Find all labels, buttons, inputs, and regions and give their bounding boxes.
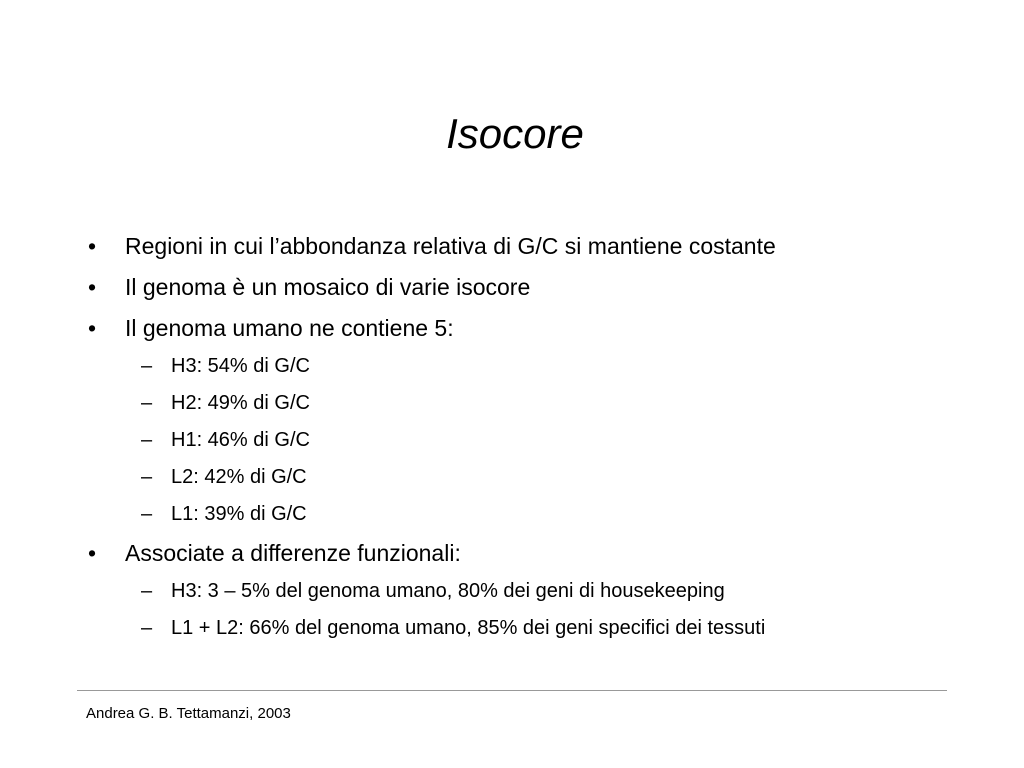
bullet-marker: •	[88, 315, 97, 341]
bullet-marker: •	[88, 540, 97, 566]
sub-bullet-marker: –	[141, 392, 153, 414]
bullet-marker: •	[88, 233, 97, 259]
sub-bullet-marker: –	[141, 355, 153, 377]
sub-bullet-text: H2: 49% di G/C	[171, 392, 310, 414]
sub-bullet-text: H3: 54% di G/C	[171, 355, 310, 377]
footer-author: Andrea G. B. Tettamanzi, 2003	[86, 705, 291, 722]
bullet-text: Associate a differenze funzionali:	[125, 540, 461, 566]
sub-bullet-marker: –	[141, 503, 153, 525]
footer-divider	[77, 690, 947, 691]
bullet-marker: •	[88, 274, 97, 300]
sub-bullet-text: H3: 3 – 5% del genoma umano, 80% dei geni di housekeeping	[171, 580, 725, 602]
bullet-text: Regioni in cui l’abbondanza relativa di G/C si mantiene costante	[125, 233, 776, 259]
sub-bullet-marker: –	[141, 429, 153, 451]
bullet-text: Il genoma è un mosaico di varie isocore	[125, 274, 531, 300]
sub-bullet-text: L1: 39% di G/C	[171, 503, 307, 525]
sub-bullet-text: L2: 42% di G/C	[171, 466, 307, 488]
bullet-text: Il genoma umano ne contiene 5:	[125, 315, 454, 341]
sub-bullet-marker: –	[141, 617, 153, 639]
sub-bullet-text: H1: 46% di G/C	[171, 429, 310, 451]
sub-bullet-text: L1 + L2: 66% del genoma umano, 85% dei geni specifici dei tessuti	[171, 617, 766, 639]
slide-title: Isocore	[446, 110, 584, 157]
sub-bullet-marker: –	[141, 466, 153, 488]
sub-bullet-marker: –	[141, 580, 153, 602]
